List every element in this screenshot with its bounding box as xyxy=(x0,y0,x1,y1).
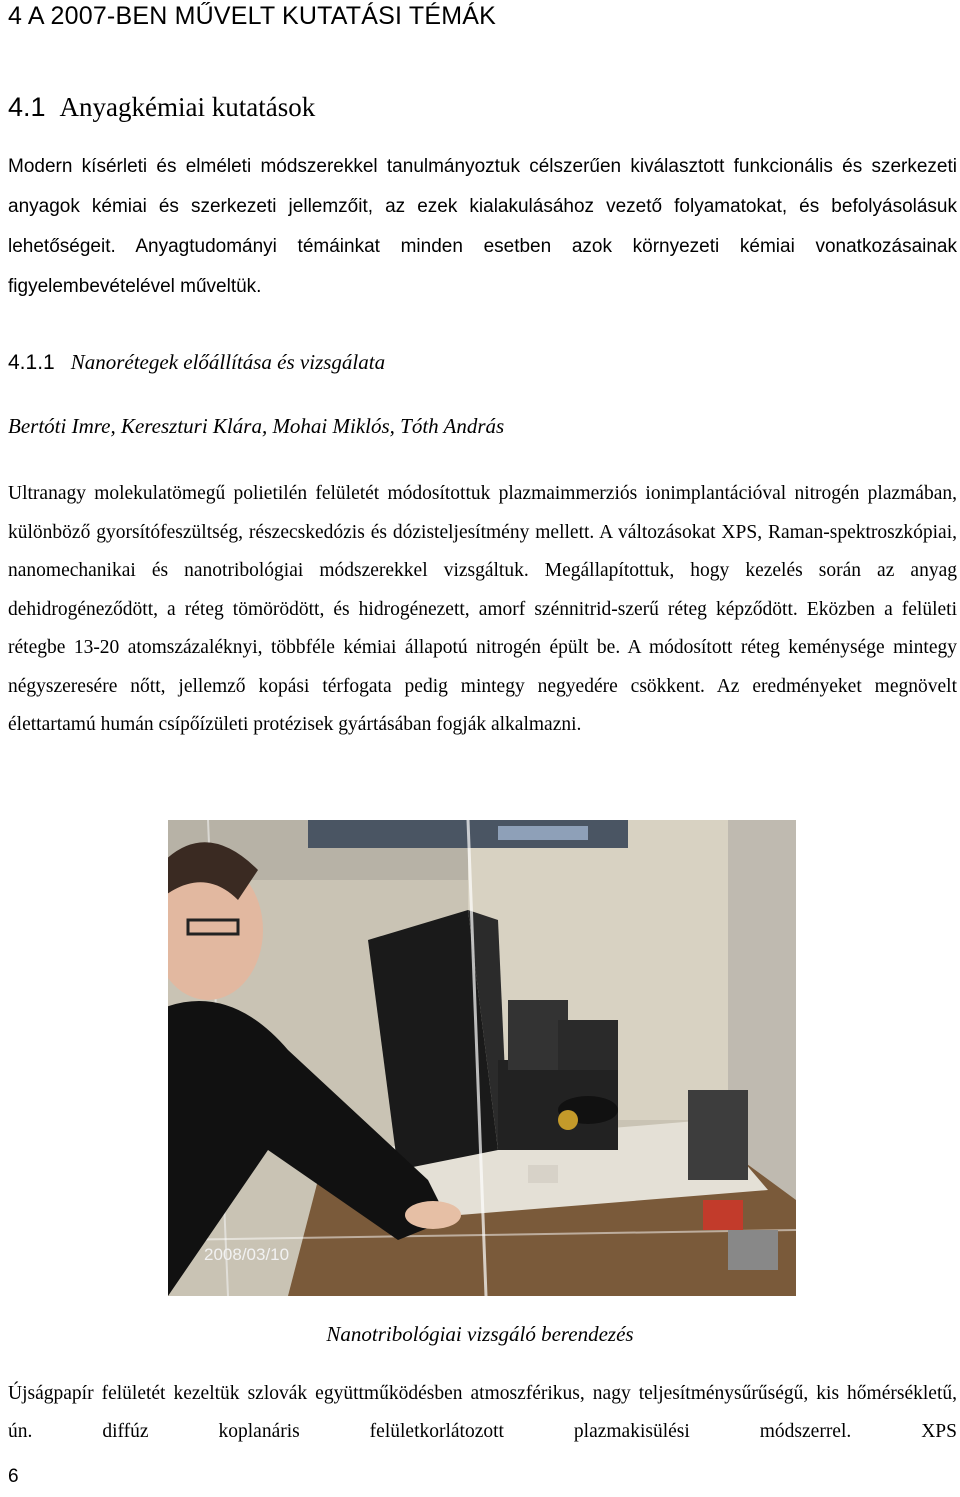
continuation-paragraph: Újságpapír felületét kezeltük szlovák együttműködésben atmoszférikus, nagy teljesítménysűrűségű, kis hőmérsékletű, ún. diffúz koplanáris felületkorlátozott plazmakisülési módszerrel. XPS xyxy=(8,1383,957,1442)
subsection-title: Nanorétegek előállítása és vizsgálata xyxy=(70,350,386,374)
lab-photo xyxy=(168,820,796,1296)
authors-line: Bertóti Imre, Kereszturi Klára, Mohai Miklós, Tóth András xyxy=(8,414,505,438)
subsection-number: 4.1.1 xyxy=(8,351,55,374)
section-heading xyxy=(8,92,315,123)
subsection-body-paragraph: Ultranagy molekulatömegű polietilén felületét módosítottuk plazmaimmerziós ionimplantációval nitrogén plazmában, különböző gyorsítófeszültség, részecskedózis és dózisteljesítmény mellett. A változásokat XPS, Raman-spektroszkópiai, nanomechanikai és nanotribológiai módszerekkel vizsgáltuk. Megállapítottuk, hogy kezelés során az anyag dehidrogéneződött, a réteg tömörödött, és hidrogénezett, amorf szénnitrid-szerű réteg képződött. Eközben a felületi rétegbe 13-20 atomszázaléknyi, többféle kémiai állapotú nitrogén épült be. A módosított réteg keménysége mintegy négyszeresére nőtt, jellemző kopási térfogata pedig mintegy negyedére csökkent. Az eredményeket megnövelt élettartamú humán csípőízületi protézisek gyártásában fogják alkalmazni. xyxy=(8,483,957,735)
section-title: Anyagkémiai kutatások xyxy=(59,92,316,122)
page-number: 6 xyxy=(8,1466,19,1487)
section-intro-paragraph: Modern kísérleti és elméleti módszerekkel tanulmányoztuk célszerűen kiválasztott funkcionális és szerkezeti anyagok kémiai és szerkezeti jellemzőit, az ezek kialakulásához vezető folyamatokat, és befolyásolásuk lehetőségeit. Anyagtudományi témáinkat minden esetben azok környezeti kémiai vonatkozásainak figyelembevételével műveltük. xyxy=(8,156,957,297)
figure-caption: Nanotribológiai vizsgáló berendezés xyxy=(326,1322,634,1346)
section-number: 4.1 xyxy=(8,92,46,122)
subsection-heading xyxy=(8,350,385,375)
photo-date-stamp: 2008/03/10 xyxy=(204,1245,290,1264)
chapter-heading: 4 A 2007-BEN MŰVELT KUTATÁSI TÉMÁK xyxy=(8,2,496,30)
